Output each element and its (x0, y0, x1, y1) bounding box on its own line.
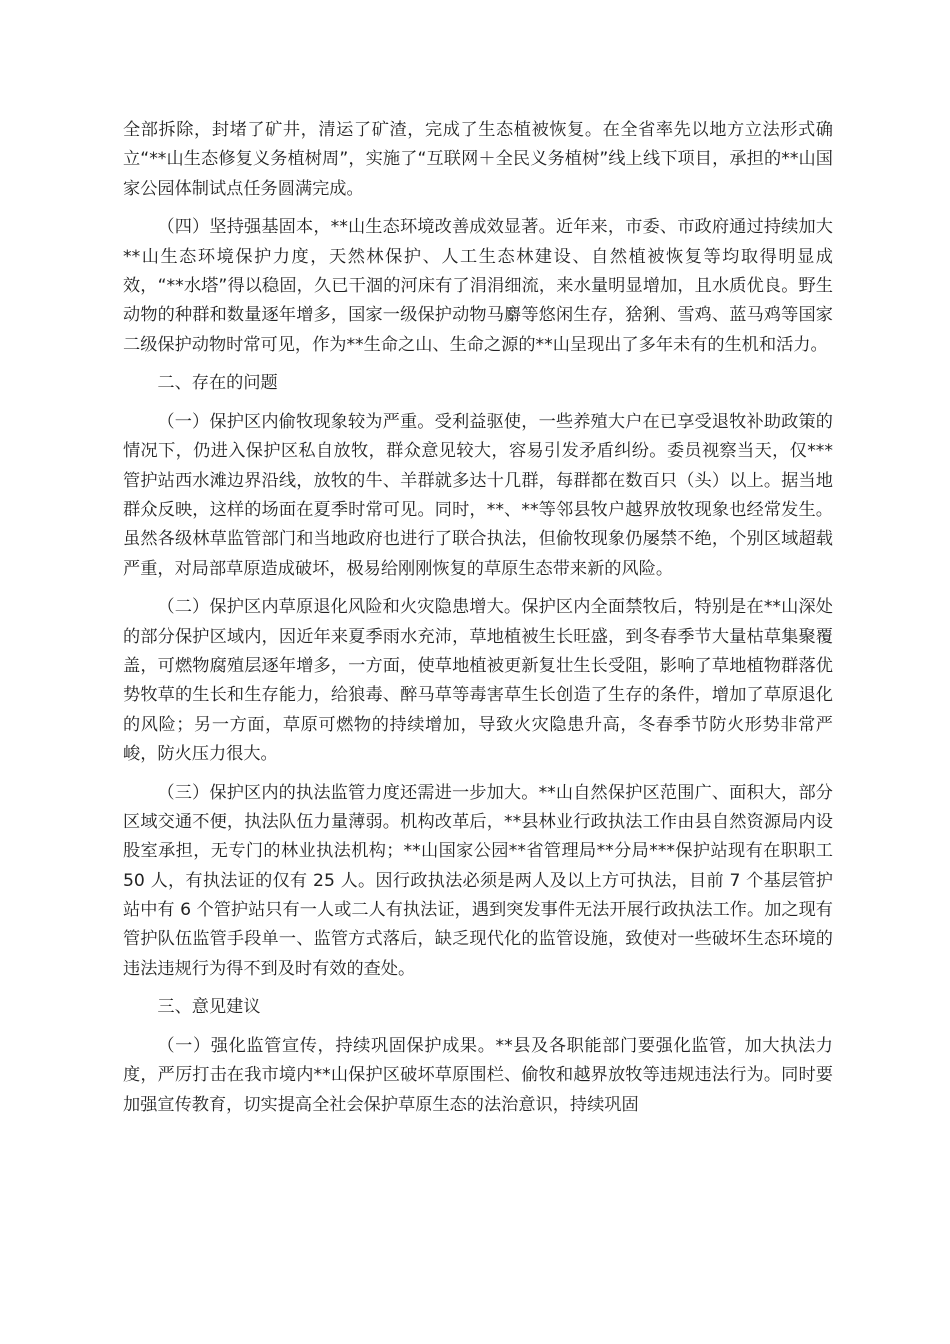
paragraph-continuation: 全部拆除，封堵了矿井，清运了矿渣，完成了生态植被恢复。在全省率先以地方立法形式确立“**山生态修复义务植树周”，实施了“互联网＋全民义务植树”线上线下项目，承担的**山国家公园体制试点任务圆满完成。 (123, 120, 833, 199)
paragraph-section-4: （四）坚持强基固本，**山生态环境改善成效显著。近年来，市委、市政府通过持续加大**山生态环境保护力度，天然林保护、人工生态林建设、自然植被恢复等均取得明显成效，“**水塔”得以稳固，久已干涸的河床有了涓涓细流，来水量明显增加，且水质优良。野生动物的种群和数量逐年增多，国家一级保护动物马麝等悠闲生存，猞猁、雪鸡、蓝马鸡等国家二级保护动物时常可见，作为**生命之山、生命之源的**山呈现出了多年未有的生机和活力。 (123, 217, 833, 355)
heading-suggestions: 三、意见建议 (157, 997, 261, 1018)
paragraph-problem-1: （一）保护区内偷牧现象较为严重。受利益驱使，一些养殖大户在已享受退牧补助政策的情况下，仍进入保护区私自放牧，群众意见较大，容易引发矛盾纠纷。委员视察当天，仅***管护站西水滩边界沿线，放牧的牛、羊群就多达十几群，每群都在数百只（头）以上。据当地群众反映，这样的场面在夏季时常可见。同时，**、**等邻县牧户越界放牧现象也经常发生。虽然各级林草监管部门和当地政府也进行了联合执法，但偷牧现象仍屡禁不绝，个别区域超载严重，对局部草原造成破坏，极易给刚刚恢复的草原生态带来新的风险。 (123, 412, 833, 579)
paragraph-problem-3: （三）保护区内的执法监管力度还需进一步加大。**山自然保护区范围广、面积大，部分区域交通不便，执法队伍力量薄弱。机构改革后，**县林业行政执法工作由县自然资源局内设股室承担，无专门的林业执法机构；**山国家公园**省管理局**分局***保护站现有在职职工 50 人，有执法证的仅有 25 人。因行政执法必须是两人及以上方可执法，目前 7 个基层管护站中有 6 个管护站只有一人或二人有执法证，遇到突发事件无法开展行政执法工作。加之现有管护队伍监管手段单一、监管方式落后，缺乏现代化的监管设施，致使对一些破坏生态环境的违法违规行为得不到及时有效的查处。 (123, 782, 833, 979)
paragraph-suggestion-1: （一）强化监管宣传，持续巩固保护成果。**县及各职能部门要强化监管，加大执法力度，严厉打击在我市境内**山保护区破坏草原围栏、偷牧和越界放牧等违规违法行为。同时要加强宣传教育，切实提高全社会保护草原生态的法治意识，持续巩固 (123, 1036, 833, 1115)
document-body (123, 116, 833, 1130)
heading-existing-problems: 二、存在的问题 (157, 373, 278, 394)
paragraph-problem-2: （二）保护区内草原退化风险和火灾隐患增大。保护区内全面禁牧后，特别是在**山深处的部分保护区域内，因近年来夏季雨水充沛，草地植被生长旺盛，到冬春季节大量枯草集聚覆盖，可燃物腐殖层逐年增多，一方面，使草地植被更新复壮生长受阻，影响了草地植物群落优势牧草的生长和生存能力，给狼毒、醉马草等毒害草生长创造了生存的条件，增加了草原退化的风险；另一方面，草原可燃物的持续增加，导致火灾隐患升高，冬春季节防火形势非常严峻，防火压力很大。 (123, 597, 833, 764)
